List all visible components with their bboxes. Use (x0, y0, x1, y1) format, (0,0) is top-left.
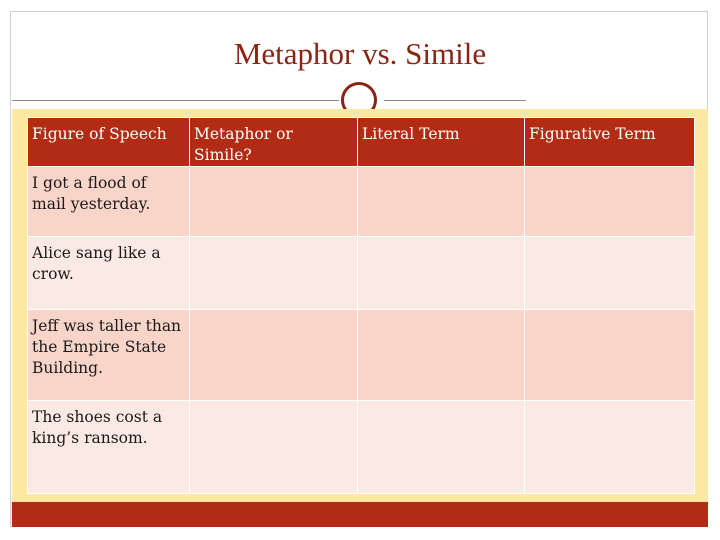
sentence-cell: The shoes cost a king’s ransom. (28, 400, 190, 493)
header-figure-of-speech: Figure of Speech (28, 118, 190, 167)
metaphor-or-simile-cell[interactable] (190, 400, 358, 493)
header-literal-term: Literal Term (358, 118, 525, 167)
table-row (28, 400, 695, 493)
footer-bar (12, 502, 708, 527)
table-row (28, 309, 695, 400)
header-figurative-term: Figurative Term (525, 118, 695, 167)
table-header-row (28, 118, 695, 167)
sentence-cell: I got a flood of mail yesterday. (28, 166, 190, 236)
figurative-term-cell[interactable] (525, 400, 695, 493)
figurative-term-cell[interactable] (525, 236, 695, 309)
title-divider-left (12, 100, 343, 101)
metaphor-or-simile-cell[interactable] (190, 166, 358, 236)
metaphor-or-simile-cell[interactable] (190, 236, 358, 309)
slide-title: Metaphor vs. Simile (233, 36, 487, 71)
table-row (28, 236, 695, 309)
figurative-term-cell[interactable] (525, 309, 695, 400)
metaphor-or-simile-cell[interactable] (190, 309, 358, 400)
literal-term-cell[interactable] (358, 309, 525, 400)
title-divider-right (384, 100, 526, 101)
literal-term-cell[interactable] (358, 166, 525, 236)
sentence-cell: Alice sang like a crow. (28, 236, 190, 309)
header-metaphor-or-simile: Metaphor or Simile? (190, 118, 358, 167)
literal-term-cell[interactable] (358, 236, 525, 309)
table-row (28, 166, 695, 236)
figure-of-speech-table (27, 117, 695, 494)
figurative-term-cell[interactable] (525, 166, 695, 236)
sentence-cell: Jeff was taller than the Empire State Building. (28, 309, 190, 400)
literal-term-cell[interactable] (358, 400, 525, 493)
